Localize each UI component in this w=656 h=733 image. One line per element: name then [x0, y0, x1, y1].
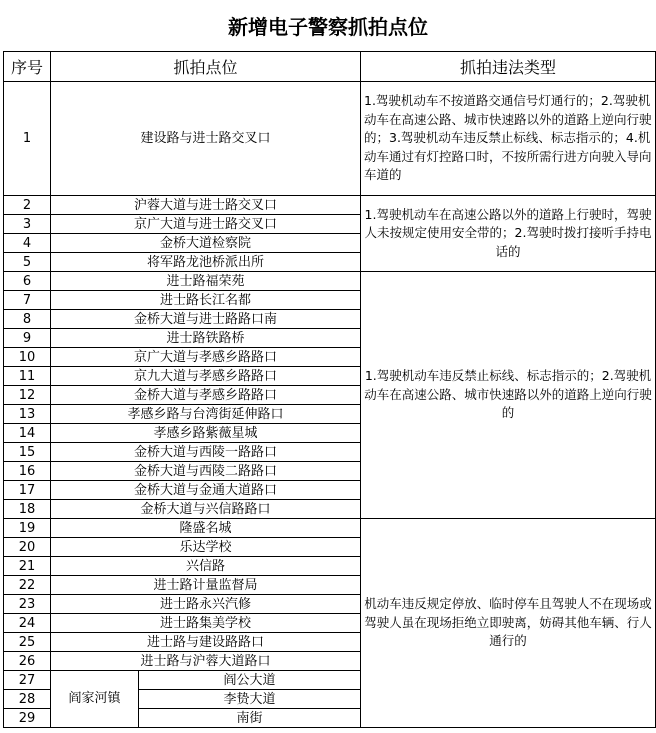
row-num: 28 [4, 690, 51, 709]
row-location: 兴信路 [51, 557, 361, 576]
row-num: 12 [4, 386, 51, 405]
row-num: 21 [4, 557, 51, 576]
row-num: 7 [4, 291, 51, 310]
row-num: 20 [4, 538, 51, 557]
row-num: 3 [4, 215, 51, 234]
row-location: 进士路集美学校 [51, 614, 361, 633]
row-location: 进士路与建设路路口 [51, 633, 361, 652]
row-location: 进士路长江名都 [51, 291, 361, 310]
row-location: 金桥大道与孝感乡路路口 [51, 386, 361, 405]
row-num: 27 [4, 671, 51, 690]
row-num: 17 [4, 481, 51, 500]
header-num: 序号 [4, 52, 51, 82]
row-num: 13 [4, 405, 51, 424]
row-num: 15 [4, 443, 51, 462]
row-location: 沪蓉大道与进士路交叉口 [51, 196, 361, 215]
row-location: 金桥大道检察院 [51, 234, 361, 253]
violation-group-1: 1.驾驶机动车不按道路交通信号灯通行的；2.驾驶机动车在高速公路、城市快速路以外的道路上逆向行驶的；3.驾驶机动车违反禁止标线、标志指示的；4.机动车通过有灯控路口时，不按所需行进方向驶入导向车道的 [361, 82, 656, 196]
row-location: 进士路与沪蓉大道路口 [51, 652, 361, 671]
row-location: 建设路与进士路交叉口 [51, 82, 361, 196]
row-num: 29 [4, 709, 51, 728]
row-num: 4 [4, 234, 51, 253]
header-row [4, 52, 656, 82]
row-location: 进士路铁路桥 [51, 329, 361, 348]
row-location: 进士路福荣苑 [51, 272, 361, 291]
row-location: 南街 [139, 709, 361, 728]
row-location: 金桥大道与西陵二路路口 [51, 462, 361, 481]
row-num: 1 [4, 82, 51, 196]
row-num: 5 [4, 253, 51, 272]
row-location: 京九大道与孝感乡路路口 [51, 367, 361, 386]
town-group-label: 阎家河镇 [51, 671, 139, 728]
row-location: 孝感乡路与台湾街延伸路口 [51, 405, 361, 424]
row-num: 19 [4, 519, 51, 538]
row-location: 孝感乡路紫薇星城 [51, 424, 361, 443]
row-num: 23 [4, 595, 51, 614]
table-row [4, 196, 656, 215]
row-location: 金桥大道与兴信路路口 [51, 500, 361, 519]
violation-group-3: 1.驾驶机动车违反禁止标线、标志指示的；2.驾驶机动车在高速公路、城市快速路以外的道路上逆向行驶的 [361, 272, 656, 519]
capture-points-table [3, 51, 656, 728]
row-num: 14 [4, 424, 51, 443]
page-title: 新增电子警察抓拍点位 [228, 14, 428, 39]
row-num: 18 [4, 500, 51, 519]
table-row [4, 519, 656, 538]
row-location: 进士路永兴汽修 [51, 595, 361, 614]
table-row [4, 82, 656, 196]
table-row [4, 272, 656, 291]
row-location: 金桥大道与进士路路口南 [51, 310, 361, 329]
row-num: 24 [4, 614, 51, 633]
row-location: 李贽大道 [139, 690, 361, 709]
row-num: 22 [4, 576, 51, 595]
row-location: 京广大道与孝感乡路路口 [51, 348, 361, 367]
row-num: 9 [4, 329, 51, 348]
row-num: 26 [4, 652, 51, 671]
violation-group-4: 机动车违反规定停放、临时停车且驾驶人不在现场或驾驶人虽在现场拒绝立即驶离，妨碍其他车辆、行人通行的 [361, 519, 656, 728]
row-num: 16 [4, 462, 51, 481]
row-location: 进士路计量监督局 [51, 576, 361, 595]
header-violation: 抓拍违法类型 [361, 52, 656, 82]
row-num: 11 [4, 367, 51, 386]
row-num: 10 [4, 348, 51, 367]
row-num: 2 [4, 196, 51, 215]
header-location: 抓拍点位 [51, 52, 361, 82]
row-num: 8 [4, 310, 51, 329]
row-location: 金桥大道与金通大道路口 [51, 481, 361, 500]
row-location: 金桥大道与西陵一路路口 [51, 443, 361, 462]
row-location: 京广大道与进士路交叉口 [51, 215, 361, 234]
row-location: 阎公大道 [139, 671, 361, 690]
row-location: 隆盛名城 [51, 519, 361, 538]
row-location: 将军路龙池桥派出所 [51, 253, 361, 272]
row-location: 乐达学校 [51, 538, 361, 557]
violation-group-2: 1.驾驶机动车在高速公路以外的道路上行驶时，驾驶人未按规定使用安全带的；2.驾驶时拨打接听手持电话的 [361, 196, 656, 272]
row-num: 6 [4, 272, 51, 291]
row-num: 25 [4, 633, 51, 652]
